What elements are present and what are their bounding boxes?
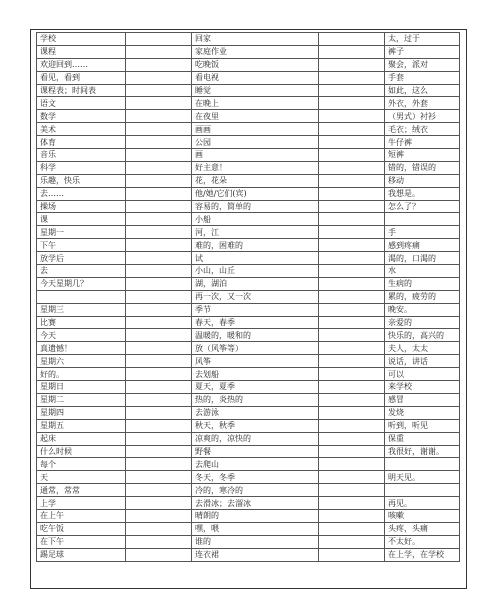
chinese-term-col2: 晴朗的: [192, 509, 319, 522]
chinese-term-col2: 季节: [192, 303, 319, 316]
blank-answer-col2: [319, 226, 385, 239]
chinese-term-col1: 在下午: [37, 535, 126, 548]
blank-answer-col1: [126, 458, 192, 471]
blank-answer-col2: [319, 161, 385, 174]
blank-answer-col1: [126, 381, 192, 394]
chinese-term-col2: 秋天，秋季: [192, 419, 319, 432]
table-row: [37, 58, 460, 71]
blank-answer-col2: [319, 252, 385, 265]
chinese-term-col3: 水: [385, 265, 460, 278]
blank-answer-col2: [319, 174, 385, 187]
blank-answer-col2: [319, 497, 385, 510]
blank-answer-col1: [126, 187, 192, 200]
chinese-term-col2: 去划船: [192, 368, 319, 381]
table-row: [37, 226, 460, 239]
blank-answer-col2: [319, 368, 385, 381]
chinese-term-col2: 公园: [192, 136, 319, 149]
chinese-term-col2: 湖，湖泊: [192, 277, 319, 290]
blank-answer-col2: [319, 432, 385, 445]
blank-answer-col1: [126, 97, 192, 110]
chinese-term-col1: 去: [37, 265, 126, 278]
chinese-term-col1: 语文: [37, 97, 126, 110]
chinese-term-col2: 家庭作业: [192, 45, 319, 58]
blank-answer-col1: [126, 265, 192, 278]
chinese-term-col1: 星期一: [37, 226, 126, 239]
blank-answer-col1: [126, 226, 192, 239]
chinese-term-col3: [385, 484, 460, 497]
blank-answer-col2: [319, 97, 385, 110]
chinese-term-col3: 累的，疲劳的: [385, 290, 460, 303]
chinese-term-col1: 今天: [37, 329, 126, 342]
chinese-term-col3: 聚会，派对: [385, 58, 460, 71]
chinese-term-col2: 看电视: [192, 71, 319, 84]
blank-answer-col1: [126, 316, 192, 329]
blank-answer-col2: [319, 458, 385, 471]
blank-answer-col2: [319, 123, 385, 136]
chinese-term-col2: 花，花朵: [192, 174, 319, 187]
chinese-term-col2: 谁的: [192, 535, 319, 548]
table-row: [37, 548, 460, 561]
chinese-term-col3: 手: [385, 226, 460, 239]
blank-answer-col1: [126, 548, 192, 561]
table-row: [37, 265, 460, 278]
blank-answer-col1: [126, 84, 192, 97]
chinese-term-col3: 来学校: [385, 381, 460, 394]
chinese-term-col3: 保重: [385, 432, 460, 445]
table-row: [37, 71, 460, 84]
chinese-term-col1: 吃午饭: [37, 522, 126, 535]
chinese-term-col3: 怎么了？: [385, 200, 460, 213]
blank-answer-col1: [126, 290, 192, 303]
chinese-term-col2: 吃晚饭: [192, 58, 319, 71]
chinese-term-col2: 去游泳: [192, 406, 319, 419]
blank-answer-col1: [126, 71, 192, 84]
chinese-term-col1: 去……: [37, 187, 126, 200]
blank-answer-col1: [126, 419, 192, 432]
blank-answer-col2: [319, 84, 385, 97]
blank-answer-col1: [126, 303, 192, 316]
chinese-term-col2: 他/她/它们(宾): [192, 187, 319, 200]
blank-answer-col1: [126, 484, 192, 497]
blank-answer-col1: [126, 368, 192, 381]
chinese-term-col1: 天: [37, 471, 126, 484]
table-row: [37, 239, 460, 252]
blank-answer-col1: [126, 329, 192, 342]
chinese-term-col1: 通常，常常: [37, 484, 126, 497]
chinese-term-col3: 错的，错误的: [385, 161, 460, 174]
chinese-term-col1: 好的。: [37, 368, 126, 381]
chinese-term-col3: 夫人，太太: [385, 342, 460, 355]
chinese-term-col2: 热的，炎热的: [192, 393, 319, 406]
chinese-term-col3: 感冒: [385, 393, 460, 406]
blank-answer-col2: [319, 71, 385, 84]
table-row: [37, 471, 460, 484]
blank-answer-col2: [319, 45, 385, 58]
chinese-term-col1: 下午: [37, 239, 126, 252]
chinese-term-col3: 快乐的，高兴的: [385, 329, 460, 342]
table-row: [37, 213, 460, 226]
chinese-term-col1: 每个: [37, 458, 126, 471]
chinese-term-col2: 画画: [192, 123, 319, 136]
chinese-term-col2: 再一次，又一次: [192, 290, 319, 303]
chinese-term-col1: 欢迎回到……: [37, 58, 126, 71]
blank-answer-col1: [126, 497, 192, 510]
chinese-term-col1: 美术: [37, 123, 126, 136]
blank-answer-col2: [319, 522, 385, 535]
blank-answer-col1: [126, 471, 192, 484]
chinese-term-col3: 我很好，谢谢。: [385, 445, 460, 458]
table-row: [37, 149, 460, 162]
table-row: [37, 535, 460, 548]
chinese-term-col1: 上学: [37, 497, 126, 510]
chinese-term-col1: 踢足球: [37, 548, 126, 561]
chinese-term-col3: 在上学，在学校: [385, 548, 460, 561]
table-row: [37, 329, 460, 342]
chinese-term-col3: 移动: [385, 174, 460, 187]
chinese-term-col1: 比赛: [37, 316, 126, 329]
chinese-term-col3: [385, 458, 460, 471]
blank-answer-col1: [126, 110, 192, 123]
table-row: [37, 187, 460, 200]
chinese-term-col3: 太，过于: [385, 33, 460, 46]
chinese-term-col3: 听到，听见: [385, 419, 460, 432]
blank-answer-col2: [319, 265, 385, 278]
table-row: [37, 445, 460, 458]
table-row: [37, 97, 460, 110]
chinese-term-col1: 星期五: [37, 419, 126, 432]
blank-answer-col1: [126, 33, 192, 46]
table-row: [37, 432, 460, 445]
blank-answer-col2: [319, 239, 385, 252]
table-row: [37, 458, 460, 471]
table-row: [37, 110, 460, 123]
table-row: [37, 342, 460, 355]
chinese-term-col3: 感到疼痛: [385, 239, 460, 252]
chinese-term-col2: 河，江: [192, 226, 319, 239]
blank-answer-col2: [319, 548, 385, 561]
table-row: [37, 123, 460, 136]
chinese-term-col3: 裤子: [385, 45, 460, 58]
chinese-term-col2: 去爬山: [192, 458, 319, 471]
chinese-term-col3: 生病的: [385, 277, 460, 290]
blank-answer-col2: [319, 342, 385, 355]
blank-answer-col1: [126, 161, 192, 174]
chinese-term-col1: 星期二: [37, 393, 126, 406]
chinese-term-col2: 小船: [192, 213, 319, 226]
blank-answer-col2: [319, 406, 385, 419]
table-row: [37, 136, 460, 149]
table-row: [37, 522, 460, 535]
chinese-term-col3: [385, 213, 460, 226]
table-row: [37, 497, 460, 510]
chinese-term-col2: 回家: [192, 33, 319, 46]
chinese-term-col1: 数学: [37, 110, 126, 123]
chinese-term-col3: 手套: [385, 71, 460, 84]
chinese-term-col1: [37, 290, 126, 303]
table-row: [37, 33, 460, 46]
chinese-term-col3: 咳嗽: [385, 509, 460, 522]
chinese-term-col2: 去滑冰；去溜冰: [192, 497, 319, 510]
table-row: [37, 252, 460, 265]
table-row: [37, 355, 460, 368]
blank-answer-col2: [319, 355, 385, 368]
chinese-term-col3: 说话，讲话: [385, 355, 460, 368]
chinese-term-col1: 体育: [37, 136, 126, 149]
chinese-term-col3: 可以: [385, 368, 460, 381]
chinese-term-col2: 睡觉: [192, 84, 319, 97]
blank-answer-col2: [319, 509, 385, 522]
chinese-term-col3: 再见。: [385, 497, 460, 510]
chinese-term-col2: 试: [192, 252, 319, 265]
chinese-term-col3: 毛衣；绒衣: [385, 123, 460, 136]
blank-answer-col2: [319, 149, 385, 162]
blank-answer-col1: [126, 252, 192, 265]
chinese-term-col2: 好主意！: [192, 161, 319, 174]
chinese-term-col1: 学校: [37, 33, 126, 46]
chinese-term-col2: 冷的，寒冷的: [192, 484, 319, 497]
blank-answer-col2: [319, 471, 385, 484]
chinese-term-col3: 短裤: [385, 149, 460, 162]
blank-answer-col1: [126, 432, 192, 445]
blank-answer-col1: [126, 445, 192, 458]
chinese-term-col1: 星期三: [37, 303, 126, 316]
chinese-term-col2: 风筝: [192, 355, 319, 368]
table-row: [37, 84, 460, 97]
blank-answer-col2: [319, 200, 385, 213]
chinese-term-col2: 小山，山丘: [192, 265, 319, 278]
table-row: [37, 161, 460, 174]
blank-answer-col1: [126, 136, 192, 149]
chinese-term-col1: 看见，看到: [37, 71, 126, 84]
chinese-term-col3: 明天见。: [385, 471, 460, 484]
chinese-term-col2: 春天，春季: [192, 316, 319, 329]
blank-answer-col1: [126, 355, 192, 368]
chinese-term-col1: 在上午: [37, 509, 126, 522]
table-row: [37, 290, 460, 303]
blank-answer-col2: [319, 33, 385, 46]
blank-answer-col2: [319, 381, 385, 394]
chinese-term-col1: 音乐: [37, 149, 126, 162]
chinese-term-col2: 难的，困难的: [192, 239, 319, 252]
blank-answer-col1: [126, 509, 192, 522]
chinese-term-col3: 发烧: [385, 406, 460, 419]
chinese-term-col2: 嘿，喂: [192, 522, 319, 535]
table-row: [37, 277, 460, 290]
chinese-term-col1: 星期日: [37, 381, 126, 394]
chinese-term-col1: 什么时候: [37, 445, 126, 458]
chinese-term-col3: 亲爱的: [385, 316, 460, 329]
blank-answer-col2: [319, 277, 385, 290]
chinese-term-col2: 凉爽的，凉快的: [192, 432, 319, 445]
blank-answer-col2: [319, 303, 385, 316]
chinese-term-col2: 在晚上: [192, 97, 319, 110]
chinese-term-col3: 渴的，口渴的: [385, 252, 460, 265]
blank-answer-col1: [126, 58, 192, 71]
chinese-term-col2: 野餐: [192, 445, 319, 458]
blank-answer-col1: [126, 535, 192, 548]
chinese-term-col1: 科学: [37, 161, 126, 174]
blank-answer-col1: [126, 393, 192, 406]
blank-answer-col2: [319, 136, 385, 149]
chinese-term-col3: 如此，这么: [385, 84, 460, 97]
blank-answer-col2: [319, 419, 385, 432]
chinese-term-col1: 乐趣，快乐: [37, 174, 126, 187]
table-row: [37, 509, 460, 522]
chinese-term-col3: 外衣，外套: [385, 97, 460, 110]
table-row: [37, 200, 460, 213]
chinese-term-col1: 星期四: [37, 406, 126, 419]
blank-answer-col2: [319, 535, 385, 548]
table-row: [37, 174, 460, 187]
table-row: [37, 393, 460, 406]
chinese-term-col3: 头疼，头痛: [385, 522, 460, 535]
blank-answer-col1: [126, 45, 192, 58]
chinese-term-col2: 放（风筝等）: [192, 342, 319, 355]
chinese-term-col3: 牛仔裤: [385, 136, 460, 149]
blank-answer-col1: [126, 200, 192, 213]
table-row: [37, 419, 460, 432]
blank-answer-col2: [319, 110, 385, 123]
chinese-term-col1: 真遗憾！: [37, 342, 126, 355]
blank-answer-col2: [319, 329, 385, 342]
table-row: [37, 381, 460, 394]
blank-answer-col1: [126, 149, 192, 162]
blank-answer-col1: [126, 277, 192, 290]
blank-answer-col2: [319, 393, 385, 406]
table-row: [37, 368, 460, 381]
chinese-term-col2: 连衣裙: [192, 548, 319, 561]
blank-answer-col2: [319, 290, 385, 303]
chinese-term-col1: 课: [37, 213, 126, 226]
table-row: [37, 484, 460, 497]
chinese-term-col1: 课程表；时间表: [37, 84, 126, 97]
blank-answer-col2: [319, 484, 385, 497]
blank-answer-col2: [319, 213, 385, 226]
blank-answer-col1: [126, 123, 192, 136]
blank-answer-col2: [319, 187, 385, 200]
chinese-term-col3: （男式）衬衫: [385, 110, 460, 123]
chinese-term-col1: 起床: [37, 432, 126, 445]
table-row: [37, 316, 460, 329]
blank-answer-col2: [319, 58, 385, 71]
table-row: [37, 303, 460, 316]
blank-answer-col2: [319, 316, 385, 329]
chinese-term-col2: 画: [192, 149, 319, 162]
chinese-term-col3: 不太好。: [385, 535, 460, 548]
chinese-term-col2: 容易的，简单的: [192, 200, 319, 213]
table-row: [37, 45, 460, 58]
vocabulary-table: [36, 32, 460, 562]
chinese-term-col2: 在夜里: [192, 110, 319, 123]
blank-answer-col1: [126, 342, 192, 355]
chinese-term-col1: 放学后: [37, 252, 126, 265]
blank-answer-col1: [126, 239, 192, 252]
chinese-term-col2: 温暖的，暖和的: [192, 329, 319, 342]
chinese-term-col1: 今天星期几？: [37, 277, 126, 290]
blank-answer-col2: [319, 445, 385, 458]
chinese-term-col1: 星期六: [37, 355, 126, 368]
chinese-term-col2: 冬天，冬季: [192, 471, 319, 484]
blank-answer-col1: [126, 213, 192, 226]
blank-answer-col1: [126, 174, 192, 187]
table-row: [37, 406, 460, 419]
blank-answer-col1: [126, 406, 192, 419]
chinese-term-col2: 夏天，夏季: [192, 381, 319, 394]
chinese-term-col1: 课程: [37, 45, 126, 58]
chinese-term-col1: 操场: [37, 200, 126, 213]
chinese-term-col3: 晚安。: [385, 303, 460, 316]
vocabulary-table-body: [37, 33, 460, 562]
blank-answer-col1: [126, 522, 192, 535]
chinese-term-col3: 我想是。: [385, 187, 460, 200]
